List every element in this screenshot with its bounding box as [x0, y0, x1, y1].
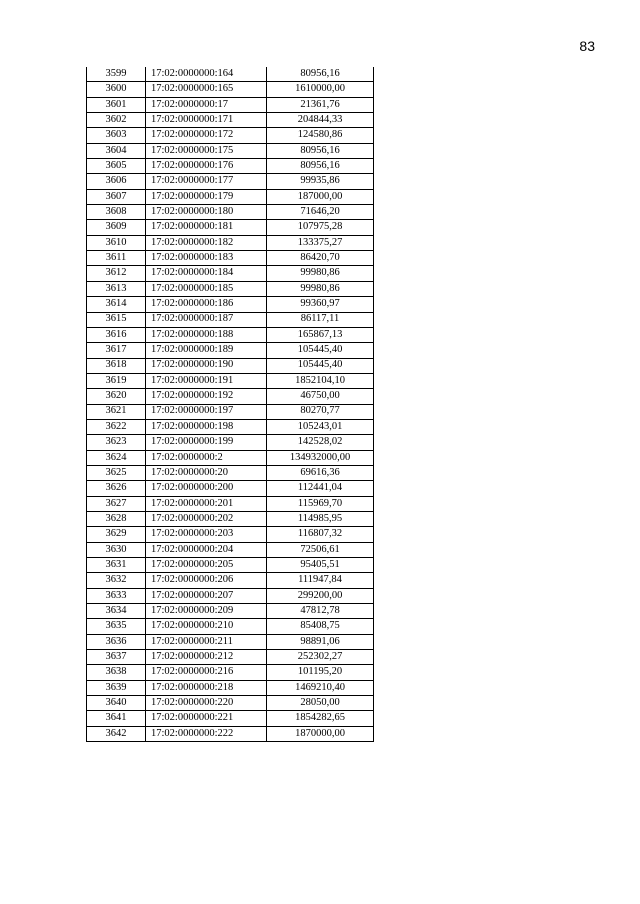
- cadastral-value-cell: 133375,27: [267, 235, 374, 250]
- table-row: [87, 465, 374, 480]
- cadastral-value-cell: 46750,00: [267, 389, 374, 404]
- cadastral-number-cell: 17:02:0000000:164: [146, 67, 267, 82]
- table-row: [87, 588, 374, 603]
- cadastral-value-cell: 252302,27: [267, 650, 374, 665]
- cadastral-number-cell: 17:02:0000000:216: [146, 665, 267, 680]
- cadastral-number-cell: 17:02:0000000:191: [146, 373, 267, 388]
- cadastral-number-cell: 17:02:0000000:179: [146, 189, 267, 204]
- table-row: [87, 67, 374, 82]
- cadastral-value-cell: 114985,95: [267, 511, 374, 526]
- table-row: [87, 726, 374, 741]
- cadastral-value-cell: 80270,77: [267, 404, 374, 419]
- table-row: [87, 251, 374, 266]
- row-number-cell: 3605: [87, 159, 146, 174]
- cadastral-number-cell: 17:02:0000000:199: [146, 435, 267, 450]
- row-number-cell: 3633: [87, 588, 146, 603]
- cadastral-number-cell: 17:02:0000000:197: [146, 404, 267, 419]
- cadastral-number-cell: 17:02:0000000:183: [146, 251, 267, 266]
- cadastral-value-cell: 112441,04: [267, 481, 374, 496]
- cadastral-value-cell: 134932000,00: [267, 450, 374, 465]
- cadastral-value-cell: 204844,33: [267, 113, 374, 128]
- row-number-cell: 3640: [87, 696, 146, 711]
- table-row: [87, 527, 374, 542]
- row-number-cell: 3624: [87, 450, 146, 465]
- cadastral-value-cell: 105445,40: [267, 343, 374, 358]
- cadastral-value-cell: 299200,00: [267, 588, 374, 603]
- table-row: [87, 143, 374, 158]
- table-row: [87, 496, 374, 511]
- table-row: [87, 358, 374, 373]
- row-number-cell: 3642: [87, 726, 146, 741]
- cadastral-number-cell: 17:02:0000000:187: [146, 312, 267, 327]
- cadastral-value-cell: 1610000,00: [267, 82, 374, 97]
- row-number-cell: 3603: [87, 128, 146, 143]
- cadastral-value-cell: 21361,76: [267, 97, 374, 112]
- table-body: [87, 67, 374, 742]
- cadastral-number-cell: 17:02:0000000:2: [146, 450, 267, 465]
- row-number-cell: 3602: [87, 113, 146, 128]
- row-number-cell: 3641: [87, 711, 146, 726]
- cadastral-number-cell: 17:02:0000000:202: [146, 511, 267, 526]
- cadastral-number-cell: 17:02:0000000:203: [146, 527, 267, 542]
- cadastral-value-cell: 107975,28: [267, 220, 374, 235]
- table-row: [87, 266, 374, 281]
- cadastral-number-cell: 17:02:0000000:184: [146, 266, 267, 281]
- cadastral-number-cell: 17:02:0000000:207: [146, 588, 267, 603]
- table-row: [87, 174, 374, 189]
- table-row: [87, 220, 374, 235]
- cadastral-value-cell: 47812,78: [267, 604, 374, 619]
- row-number-cell: 3622: [87, 419, 146, 434]
- table-row: [87, 159, 374, 174]
- row-number-cell: 3626: [87, 481, 146, 496]
- row-number-cell: 3634: [87, 604, 146, 619]
- row-number-cell: 3614: [87, 297, 146, 312]
- table-row: [87, 235, 374, 250]
- cadastral-number-cell: 17:02:0000000:17: [146, 97, 267, 112]
- cadastral-number-cell: 17:02:0000000:177: [146, 174, 267, 189]
- table-row: [87, 82, 374, 97]
- cadastral-number-cell: 17:02:0000000:222: [146, 726, 267, 741]
- cadastral-number-cell: 17:02:0000000:188: [146, 327, 267, 342]
- cadastral-value-cell: 28050,00: [267, 696, 374, 711]
- cadastral-number-cell: 17:02:0000000:192: [146, 389, 267, 404]
- cadastral-value-cell: 85408,75: [267, 619, 374, 634]
- cadastral-value-cell: 98891,06: [267, 634, 374, 649]
- cadastral-number-cell: 17:02:0000000:171: [146, 113, 267, 128]
- cadastral-value-cell: 99980,86: [267, 266, 374, 281]
- row-number-cell: 3616: [87, 327, 146, 342]
- row-number-cell: 3601: [87, 97, 146, 112]
- cadastral-value-cell: 80956,16: [267, 143, 374, 158]
- cadastral-number-cell: 17:02:0000000:172: [146, 128, 267, 143]
- cadastral-value-cell: 99980,86: [267, 281, 374, 296]
- row-number-cell: 3635: [87, 619, 146, 634]
- cadastral-value-cell: 86117,11: [267, 312, 374, 327]
- table-row: [87, 373, 374, 388]
- row-number-cell: 3629: [87, 527, 146, 542]
- cadastral-value-cell: 1870000,00: [267, 726, 374, 741]
- row-number-cell: 3620: [87, 389, 146, 404]
- table-row: [87, 542, 374, 557]
- table-row: [87, 281, 374, 296]
- cadastral-number-cell: 17:02:0000000:181: [146, 220, 267, 235]
- page-number: 83: [579, 38, 595, 54]
- cadastral-value-cell: 115969,70: [267, 496, 374, 511]
- cadastral-number-cell: 17:02:0000000:206: [146, 573, 267, 588]
- cadastral-number-cell: 17:02:0000000:209: [146, 604, 267, 619]
- table-row: [87, 97, 374, 112]
- cadastral-value-cell: 69616,36: [267, 465, 374, 480]
- table-row: [87, 404, 374, 419]
- table-row: [87, 435, 374, 450]
- cadastral-value-cell: 1469210,40: [267, 680, 374, 695]
- cadastral-number-cell: 17:02:0000000:189: [146, 343, 267, 358]
- row-number-cell: 3630: [87, 542, 146, 557]
- table-row: [87, 634, 374, 649]
- cadastral-value-cell: 124580,86: [267, 128, 374, 143]
- row-number-cell: 3631: [87, 558, 146, 573]
- cadastral-number-cell: 17:02:0000000:180: [146, 205, 267, 220]
- cadastral-number-cell: 17:02:0000000:205: [146, 558, 267, 573]
- table-row: [87, 573, 374, 588]
- cadastral-number-cell: 17:02:0000000:190: [146, 358, 267, 373]
- cadastral-value-cell: 72506,61: [267, 542, 374, 557]
- table-row: [87, 327, 374, 342]
- cadastral-value-cell: 1854282,65: [267, 711, 374, 726]
- cadastral-number-cell: 17:02:0000000:185: [146, 281, 267, 296]
- cadastral-value-table: [86, 67, 374, 742]
- row-number-cell: 3611: [87, 251, 146, 266]
- table-row: [87, 389, 374, 404]
- cadastral-number-cell: 17:02:0000000:200: [146, 481, 267, 496]
- row-number-cell: 3621: [87, 404, 146, 419]
- row-number-cell: 3637: [87, 650, 146, 665]
- row-number-cell: 3613: [87, 281, 146, 296]
- cadastral-number-cell: 17:02:0000000:212: [146, 650, 267, 665]
- row-number-cell: 3600: [87, 82, 146, 97]
- row-number-cell: 3625: [87, 465, 146, 480]
- table-row: [87, 619, 374, 634]
- row-number-cell: 3627: [87, 496, 146, 511]
- row-number-cell: 3639: [87, 680, 146, 695]
- cadastral-number-cell: 17:02:0000000:201: [146, 496, 267, 511]
- row-number-cell: 3599: [87, 67, 146, 82]
- row-number-cell: 3628: [87, 511, 146, 526]
- cadastral-value-cell: 142528,02: [267, 435, 374, 450]
- table-row: [87, 696, 374, 711]
- row-number-cell: 3612: [87, 266, 146, 281]
- cadastral-number-cell: 17:02:0000000:220: [146, 696, 267, 711]
- row-number-cell: 3615: [87, 312, 146, 327]
- row-number-cell: 3623: [87, 435, 146, 450]
- cadastral-number-cell: 17:02:0000000:175: [146, 143, 267, 158]
- table-row: [87, 481, 374, 496]
- table-row: [87, 650, 374, 665]
- table-row: [87, 558, 374, 573]
- cadastral-number-cell: 17:02:0000000:198: [146, 419, 267, 434]
- row-number-cell: 3607: [87, 189, 146, 204]
- row-number-cell: 3610: [87, 235, 146, 250]
- table-row: [87, 312, 374, 327]
- row-number-cell: 3609: [87, 220, 146, 235]
- cadastral-value-cell: 71646,20: [267, 205, 374, 220]
- row-number-cell: 3606: [87, 174, 146, 189]
- row-number-cell: 3636: [87, 634, 146, 649]
- row-number-cell: 3632: [87, 573, 146, 588]
- cadastral-value-cell: 101195,20: [267, 665, 374, 680]
- table-row: [87, 205, 374, 220]
- row-number-cell: 3617: [87, 343, 146, 358]
- table-row: [87, 604, 374, 619]
- row-number-cell: 3638: [87, 665, 146, 680]
- cadastral-number-cell: 17:02:0000000:186: [146, 297, 267, 312]
- cadastral-value-cell: 116807,32: [267, 527, 374, 542]
- cadastral-number-cell: 17:02:0000000:211: [146, 634, 267, 649]
- cadastral-value-cell: 80956,16: [267, 159, 374, 174]
- table-row: [87, 128, 374, 143]
- cadastral-value-cell: 99935,86: [267, 174, 374, 189]
- cadastral-number-cell: 17:02:0000000:218: [146, 680, 267, 695]
- row-number-cell: 3619: [87, 373, 146, 388]
- row-number-cell: 3608: [87, 205, 146, 220]
- cadastral-value-cell: 95405,51: [267, 558, 374, 573]
- cadastral-value-cell: 80956,16: [267, 67, 374, 82]
- cadastral-number-cell: 17:02:0000000:204: [146, 542, 267, 557]
- cadastral-number-cell: 17:02:0000000:20: [146, 465, 267, 480]
- table-row: [87, 419, 374, 434]
- row-number-cell: 3618: [87, 358, 146, 373]
- table-row: [87, 665, 374, 680]
- cadastral-value-cell: 105445,40: [267, 358, 374, 373]
- table-row: [87, 297, 374, 312]
- table-row: [87, 511, 374, 526]
- cadastral-number-cell: 17:02:0000000:221: [146, 711, 267, 726]
- cadastral-value-cell: 111947,84: [267, 573, 374, 588]
- cadastral-value-cell: 105243,01: [267, 419, 374, 434]
- cadastral-value-cell: 86420,70: [267, 251, 374, 266]
- cadastral-number-cell: 17:02:0000000:182: [146, 235, 267, 250]
- cadastral-number-cell: 17:02:0000000:165: [146, 82, 267, 97]
- row-number-cell: 3604: [87, 143, 146, 158]
- cadastral-value-cell: 1852104,10: [267, 373, 374, 388]
- cadastral-value-cell: 99360,97: [267, 297, 374, 312]
- cadastral-value-cell: 165867,13: [267, 327, 374, 342]
- table-row: [87, 189, 374, 204]
- table-row: [87, 450, 374, 465]
- cadastral-number-cell: 17:02:0000000:210: [146, 619, 267, 634]
- table-row: [87, 711, 374, 726]
- cadastral-number-cell: 17:02:0000000:176: [146, 159, 267, 174]
- cadastral-value-cell: 187000,00: [267, 189, 374, 204]
- table-row: [87, 343, 374, 358]
- table-row: [87, 680, 374, 695]
- table-row: [87, 113, 374, 128]
